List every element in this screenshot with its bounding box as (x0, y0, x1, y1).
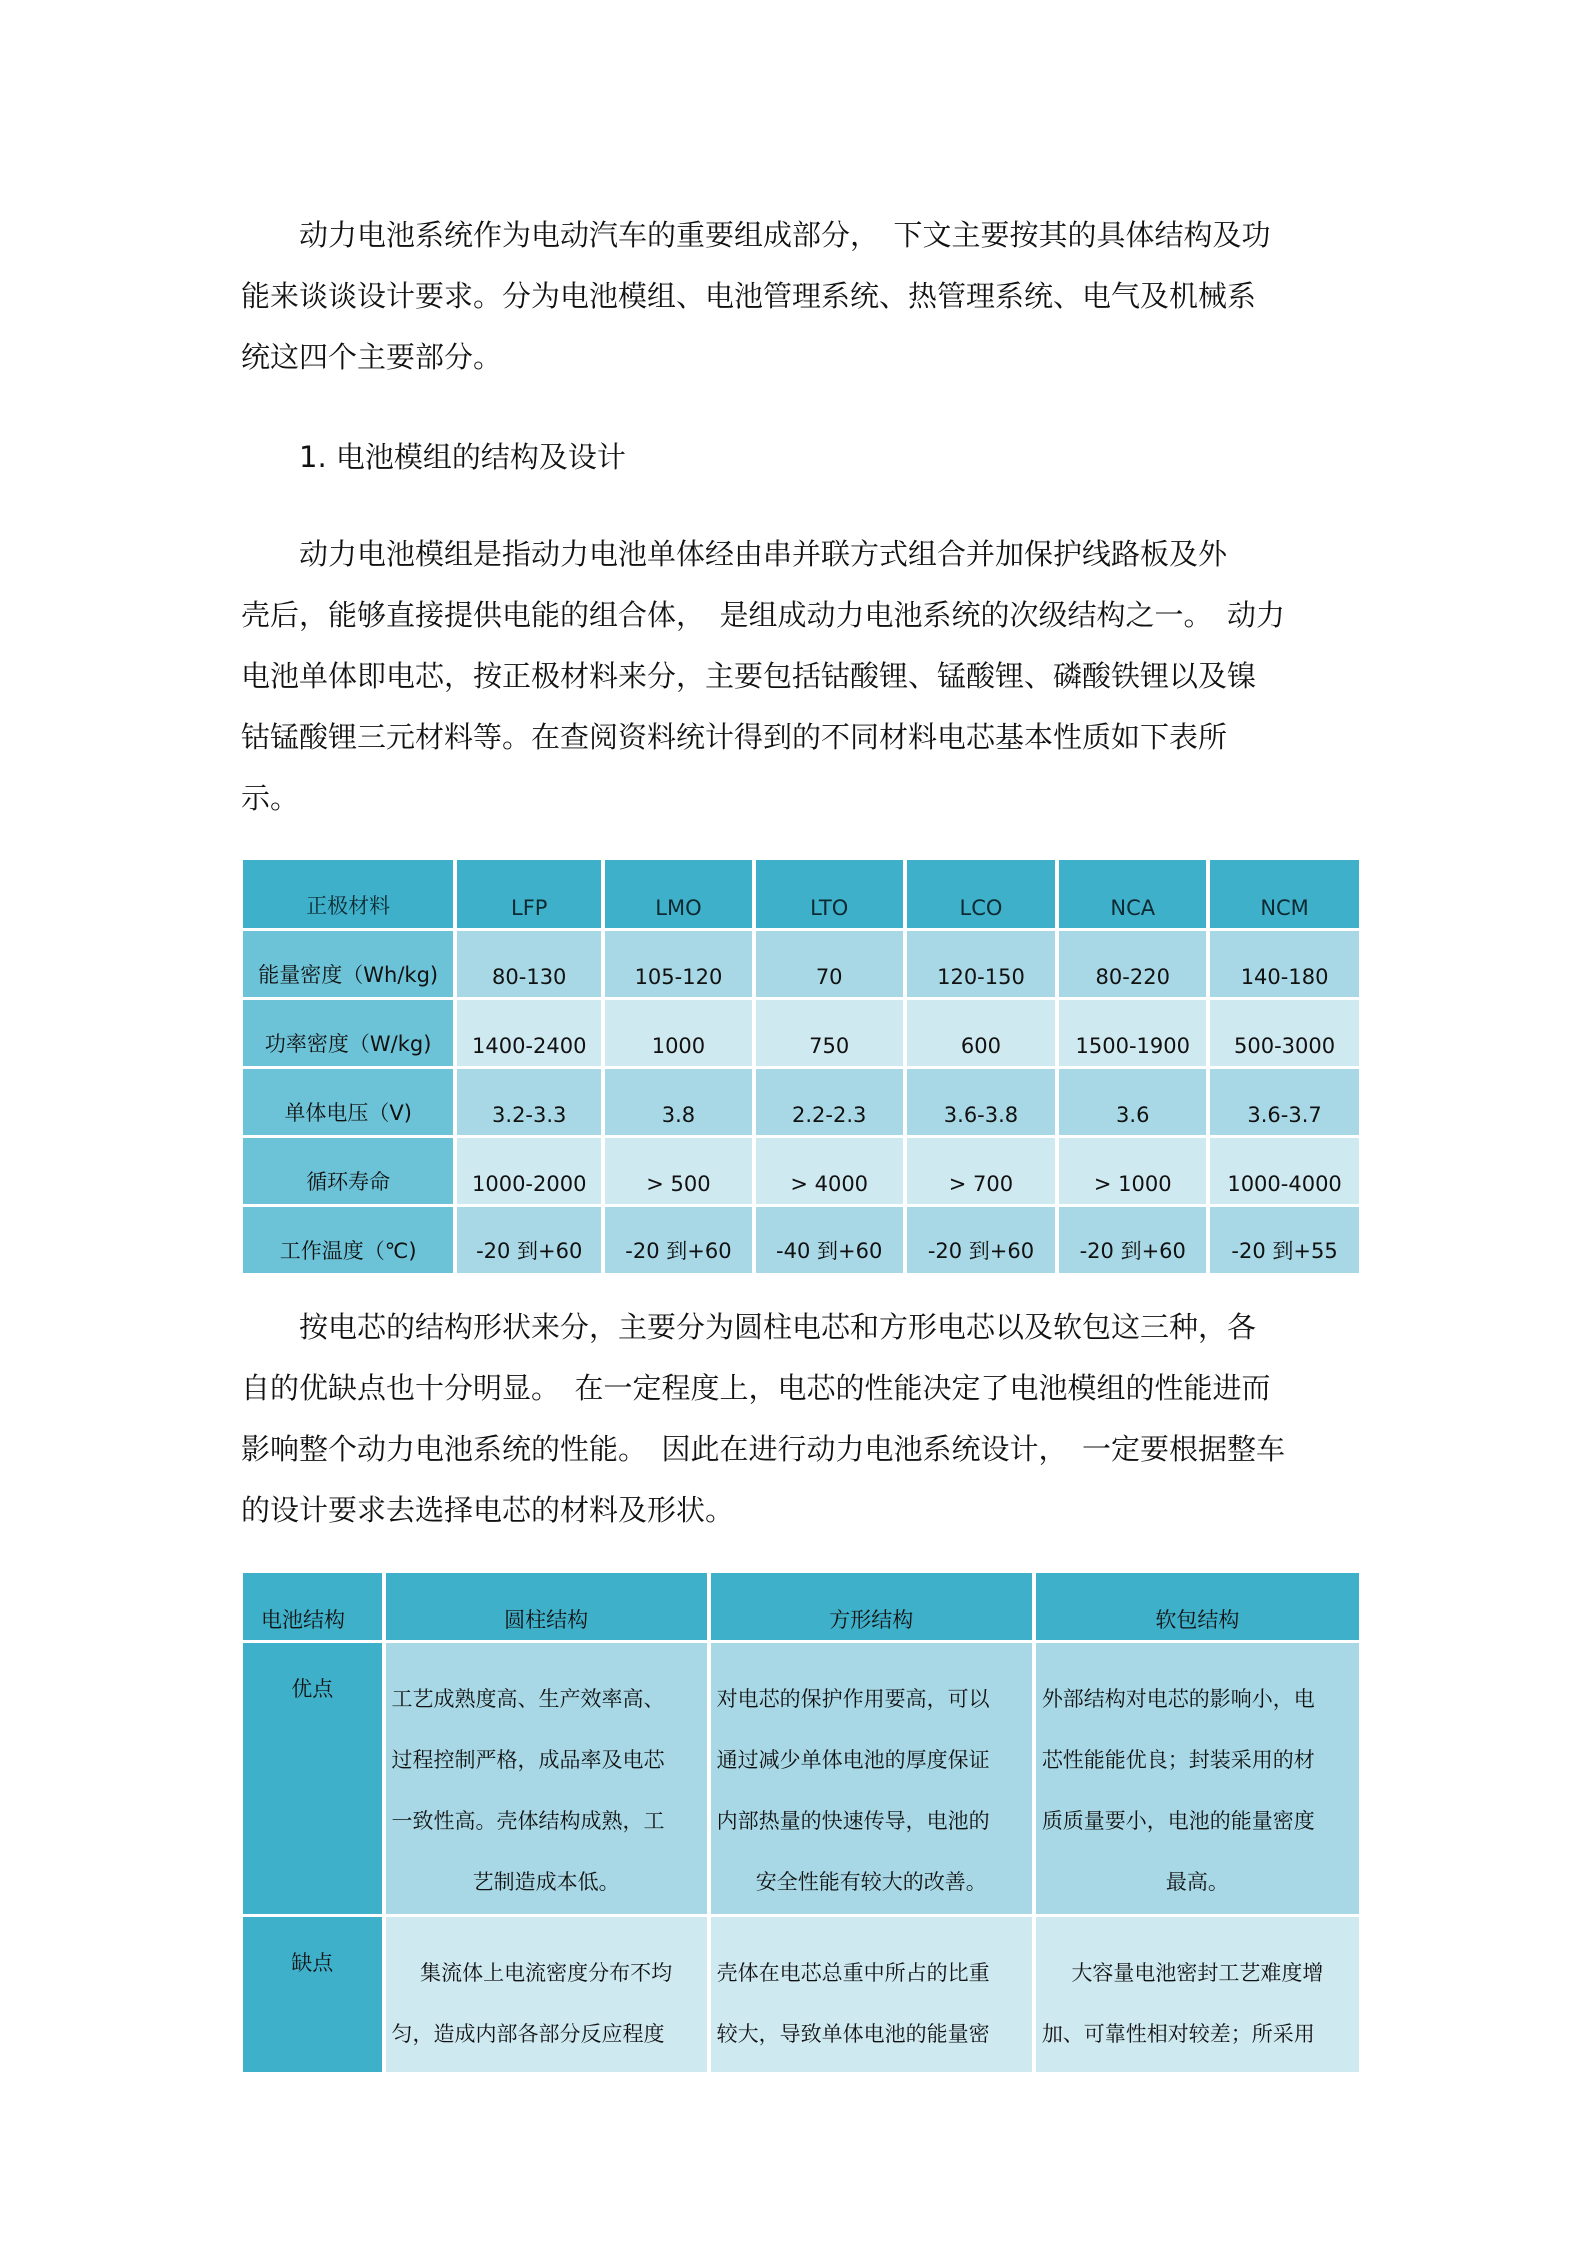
table-cell: 750 (756, 1000, 903, 1066)
table-header-row (243, 860, 1359, 928)
header-cell: LCO (907, 860, 1056, 928)
row-label: 单体电压（V) (243, 1069, 453, 1135)
row-label: 功率密度（W/kg) (243, 1000, 453, 1066)
cell-line: 外部结构对电芯的影响小，电 (1041, 1687, 1315, 1711)
table-cell (386, 1643, 707, 1914)
cell-line: 质质量要小，电池的能量密度 (1041, 1809, 1315, 1833)
cell-line: 较大，导致单体电池的能量密 (716, 2022, 990, 2046)
cell-line: 艺制造成本低。 (472, 1870, 620, 1894)
table-cell: 3.6-3.7 (1210, 1069, 1359, 1135)
table-cell: > 700 (907, 1138, 1056, 1204)
header-cell: NCA (1059, 860, 1206, 928)
table-cell: -40 到+60 (756, 1207, 903, 1273)
header-cell: 电池结构 (243, 1573, 382, 1640)
table-cell: -20 到+60 (457, 1207, 601, 1273)
table-cell: 600 (907, 1000, 1056, 1066)
table-cell: 1000-2000 (457, 1138, 601, 1204)
table-row (243, 1207, 1359, 1273)
table-cell: -20 到+60 (1059, 1207, 1206, 1273)
cell-line: 对电芯的保护作用要高，可以 (716, 1687, 990, 1711)
text-line: 钴锰酸锂三元材料等。在查阅资料统计得到的不同材料电芯基本性质如下表所 (241, 720, 1228, 754)
table-cell: -20 到+60 (605, 1207, 752, 1273)
table-cell: 105-120 (605, 931, 752, 997)
cell-line: 一致性高。壳体结构成熟，工 (391, 1809, 665, 1833)
cell-line: 通过减少单体电池的厚度保证 (716, 1748, 990, 1772)
text-line: 能来谈谈设计要求。分为电池模组、电池管理系统、热管理系统、电气及机械系 (241, 279, 1257, 313)
table-cell: 3.6-3.8 (907, 1069, 1056, 1135)
table-cell: 1000 (605, 1000, 752, 1066)
cell-line: 壳体在电芯总重中所占的比重 (716, 1961, 990, 1985)
cell-line: 工艺成熟度高、生产效率高、 (391, 1687, 665, 1711)
table-cell (1036, 1643, 1359, 1914)
text-line: 影响整个动力电池系统的性能。 因此在进行动力电池系统设计， 一定要根据整车 (241, 1432, 1286, 1466)
table-cell: > 500 (605, 1138, 752, 1204)
page-bottom-margin (230, 2072, 1380, 2255)
text-line: 按电芯的结构形状来分，主要分为圆柱电芯和方形电芯以及软包这三种，各 (299, 1310, 1257, 1344)
table-row (243, 1138, 1359, 1204)
table-row-pros (243, 1643, 1359, 1914)
text-line: 动力电池系统作为电动汽车的重要组成部分， 下文主要按其的具体结构及功 (299, 218, 1271, 252)
table-header-row (243, 1573, 1359, 1640)
section-title: 1. 电池模组的结构及设计 (299, 440, 626, 474)
table-cell: 120-150 (907, 931, 1056, 997)
table-cell: -20 到+60 (907, 1207, 1056, 1273)
cell-line: 大容量电池密封工艺难度增 (1071, 1961, 1324, 1985)
row-label: 能量密度（Wh/kg) (243, 931, 453, 997)
table-cell: 3.2-3.3 (457, 1069, 601, 1135)
shape-paragraph (241, 1297, 1361, 1541)
table-cell: 70 (756, 931, 903, 997)
table-cell: 1000-4000 (1210, 1138, 1359, 1204)
text-line: 动力电池模组是指动力电池单体经由串并联方式组合并加保护线路板及外 (299, 537, 1228, 571)
table-cell: > 1000 (1059, 1138, 1206, 1204)
table-cell: 3.8 (605, 1069, 752, 1135)
header-cell: NCM (1210, 860, 1359, 928)
header-cell: LTO (756, 860, 903, 928)
cell-line: 芯性能能优良；封装采用的材 (1041, 1748, 1315, 1772)
header-cell: 方形结构 (711, 1573, 1032, 1640)
cell-line: 安全性能有较大的改善。 (755, 1870, 987, 1894)
table-cell: 80-130 (457, 931, 601, 997)
table-cell: 500-3000 (1210, 1000, 1359, 1066)
table-row (243, 1000, 1359, 1066)
text-line: 示。 (241, 781, 300, 815)
cell-line: 过程控制严格，成品率及电芯 (391, 1748, 665, 1772)
cell-line: 集流体上电流密度分布不均 (420, 1961, 673, 1985)
table-cell: 1500-1900 (1059, 1000, 1206, 1066)
table-row (243, 1069, 1359, 1135)
cell-structure-table (239, 1570, 1363, 2136)
cell-line: 加、可靠性相对较差；所采用 (1041, 2022, 1315, 2046)
text-line: 自的优缺点也十分明显。 在一定程度上，电芯的性能决定了电池模组的性能进而 (241, 1371, 1271, 1405)
row-label: 缺点 (243, 1917, 382, 2133)
cathode-material-table (239, 857, 1363, 1276)
header-cell: 圆柱结构 (386, 1573, 707, 1640)
table-cell: 2.2-2.3 (756, 1069, 903, 1135)
table-cell: 80-220 (1059, 931, 1206, 997)
table-cell: 1400-2400 (457, 1000, 601, 1066)
header-cell: LMO (605, 860, 752, 928)
header-cell: 正极材料 (243, 860, 453, 928)
row-label: 工作温度（℃) (243, 1207, 453, 1273)
header-cell: LFP (457, 860, 601, 928)
text-line: 壳后，能够直接提供电能的组合体， 是组成动力电池系统的次级结构之一。 动力 (241, 598, 1286, 632)
table-cell: 3.6 (1059, 1069, 1206, 1135)
table-row (243, 931, 1359, 997)
text-line: 的设计要求去选择电芯的材料及形状。 (241, 1493, 735, 1527)
module-paragraph (241, 524, 1361, 829)
cell-line: 内部热量的快速传导，电池的 (716, 1809, 990, 1833)
row-label: 优点 (243, 1643, 382, 1914)
section-heading (241, 427, 1361, 488)
table-cell (711, 1643, 1032, 1914)
cell-line: 匀，造成内部各部分反应程度 (391, 2022, 665, 2046)
table-cell: > 4000 (756, 1138, 903, 1204)
text-line: 电池单体即电芯，按正极材料来分，主要包括钴酸锂、锰酸锂、磷酸铁锂以及镍 (241, 659, 1257, 693)
intro-paragraph (241, 205, 1361, 388)
cell-line: 最高。 (1165, 1870, 1229, 1894)
header-cell: 软包结构 (1036, 1573, 1359, 1640)
text-line: 统这四个主要部分。 (241, 340, 503, 374)
table-cell: 140-180 (1210, 931, 1359, 997)
table-cell: -20 到+55 (1210, 1207, 1359, 1273)
row-label: 循环寿命 (243, 1138, 453, 1204)
